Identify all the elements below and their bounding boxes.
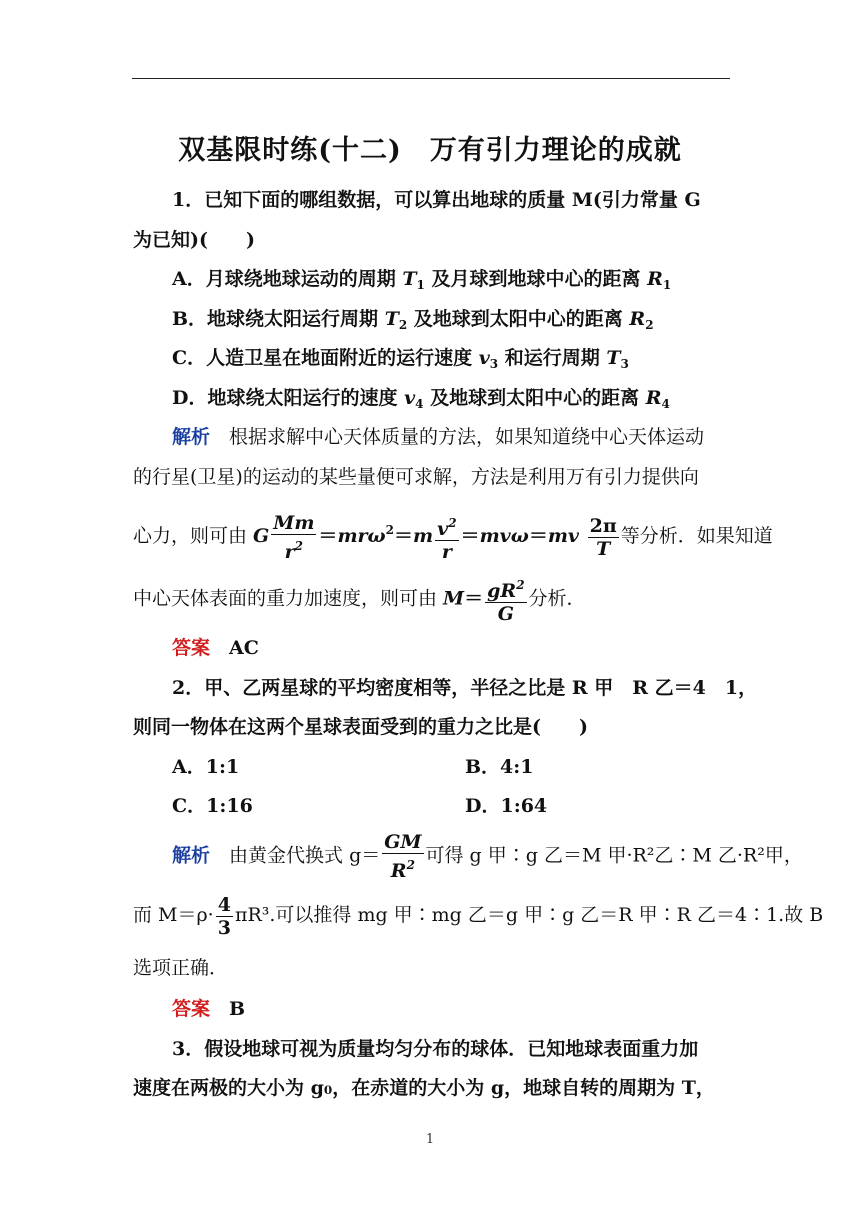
q2-option-b[interactable]: B．4:1 xyxy=(465,756,534,778)
q1-analysis-line4: 中心天体表面的重力加速度，则可由 M＝ $\frac{gR^2}{G}$ 分析． xyxy=(133,574,733,625)
q1-stem-line1: 1．已知下面的哪组数据，可以算出地球的质量 M(引力常量 G xyxy=(172,189,701,211)
header-rule xyxy=(132,78,730,79)
q1-answer: 答案 AC xyxy=(172,637,259,659)
page-title: 双基限时练(十二) 万有引力理论的成就 xyxy=(178,135,682,166)
q2-option-c[interactable]: C．1:16 xyxy=(172,795,253,817)
q1-option-d[interactable]: D．地球绕太阳运行的速度 $v_4$ 及地球到太阳中心的距离 $R_4$ xyxy=(172,387,670,411)
analysis-label: 解析 xyxy=(172,426,211,448)
q2-analysis-line1: 解析 由黄金代换式 g＝ $\frac{GM}{R^2}$ 可得 g 甲∶g 乙＝M 甲·R²乙∶M 乙·R²甲， xyxy=(172,831,803,882)
q2-stem-line1: 2．甲、乙两星球的平均密度相等，半径之比是 R 甲 R 乙＝4 1， xyxy=(172,677,758,699)
q2-stem-line2: 则同一物体在这两个星球表面受到的重力之比是( ) xyxy=(133,716,588,738)
q2-answer: 答案 B xyxy=(172,998,246,1020)
q2-analysis-line2: 而 M＝ρ· $\frac{4}{3}$ πR³.可以推得 mg 甲∶mg 乙＝g 甲∶g 乙＝R 甲∶R 乙＝4∶1.故 B xyxy=(133,893,824,939)
q1-stem-line2: 为已知)( ) xyxy=(133,229,255,251)
q1-analysis-line1: 解析 根据求解中心天体质量的方法，如果知道绕中心天体运动 xyxy=(172,426,705,448)
q1-option-a[interactable]: A．月球绕地球运动的周期 $T_1$ 及月球到地球中心的距离 $R_1$ xyxy=(172,268,672,292)
q2-option-d[interactable]: D．1:64 xyxy=(465,795,548,817)
q1-option-b[interactable]: B．地球绕太阳运行周期 $T_2$ 及地球到太阳中心的距离 $R_2$ xyxy=(172,308,654,332)
q1-analysis-line2: 的行星(卫星)的运动的某些量便可求解，方法是利用万有引力提供向 xyxy=(133,466,699,488)
q3-line1: 3．假设地球可视为质量均匀分布的球体．已知地球表面重力加 xyxy=(172,1038,699,1060)
q1-analysis-line3: 心力，则可由 G $\frac{Mm}{r^2}$ ＝mrω$^2$＝m $\frac{v^2}{r}$ ＝mvω＝mv $\frac{2\pi}{T}$ 等分析．如果知道 xyxy=(133,511,773,563)
q1-option-c[interactable]: C．人造卫星在地面附近的运行速度 $v_3$ 和运行周期 $T_3$ xyxy=(172,347,629,371)
page-number: 1 xyxy=(425,1132,435,1147)
q2-option-a[interactable]: A．1:1 xyxy=(172,756,240,778)
answer-label: 答案 xyxy=(172,637,211,659)
q2-analysis-line3: 选项正确． xyxy=(133,957,229,979)
q3-line2: 速度在两极的大小为 g₀，在赤道的大小为 g，地球自转的周期为 T， xyxy=(133,1077,715,1099)
